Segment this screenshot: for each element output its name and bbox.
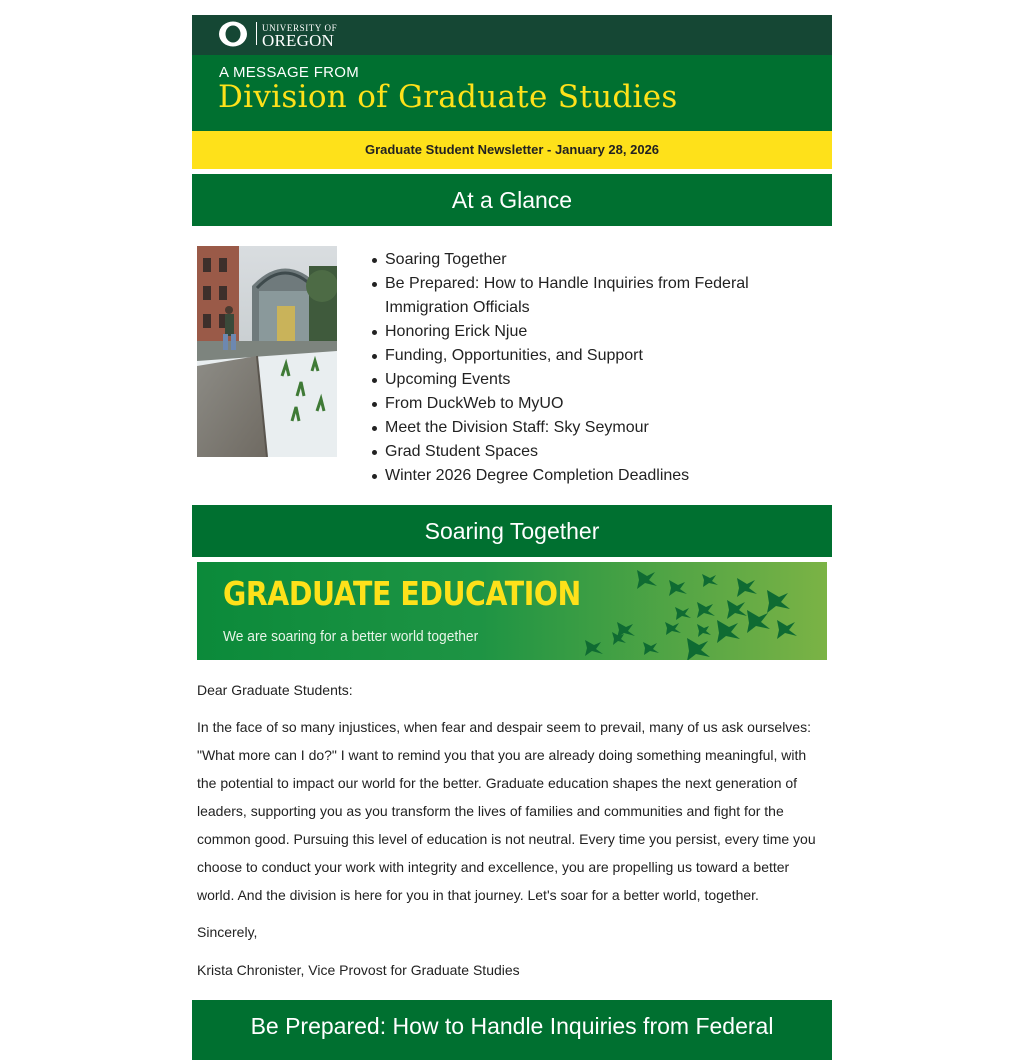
logo-oregon-text: OREGON	[262, 31, 335, 50]
toc-item[interactable]: Meet the Division Staff: Sky Seymour	[385, 416, 805, 440]
letter-signature: Krista Chronister, Vice Provost for Graduate Studies	[197, 962, 520, 978]
toc-item[interactable]: Soaring Together	[385, 248, 805, 272]
banner-subtitle: We are soaring for a better world together	[223, 628, 479, 645]
newsletter	[192, 15, 832, 1039]
letter-closing: Sincerely,	[197, 924, 258, 940]
division-title: Division of Graduate Studies	[218, 79, 678, 115]
flying-ducks-icon	[577, 562, 827, 660]
newsletter-dateline: Graduate Student Newsletter - January 28, 2026	[192, 131, 832, 169]
logo-bar	[192, 15, 832, 55]
letter-greeting: Dear Graduate Students:	[197, 682, 353, 698]
logo-divider	[256, 22, 257, 45]
uo-o-logo-icon[interactable]	[218, 21, 248, 47]
toc-item[interactable]: Funding, Opportunities, and Support	[385, 344, 805, 368]
at-a-glance-heading: At a Glance	[192, 174, 832, 226]
masthead	[192, 55, 832, 131]
graduate-education-banner	[197, 562, 827, 660]
campus-snow-photo	[197, 246, 337, 457]
be-prepared-heading: Be Prepared: How to Handle Inquiries from Federal	[192, 1000, 832, 1060]
banner-title: GRADUATE EDUCATION	[223, 574, 581, 613]
toc-item[interactable]: Upcoming Events	[385, 368, 805, 392]
toc-item[interactable]: From DuckWeb to MyUO	[385, 392, 805, 416]
toc-item[interactable]: Winter 2026 Degree Completion Deadlines	[385, 464, 805, 488]
toc-item[interactable]: Be Prepared: How to Handle Inquiries from Federal Immigration Officials	[385, 272, 805, 320]
table-of-contents	[385, 248, 805, 488]
toc-item[interactable]: Grad Student Spaces	[385, 440, 805, 464]
at-a-glance-section	[192, 226, 832, 505]
toc-item[interactable]: Honoring Erick Njue	[385, 320, 805, 344]
logo-university-text: UNIVERSITY OF	[262, 23, 338, 33]
soaring-together-heading: Soaring Together	[192, 505, 832, 557]
letter-body: In the face of so many injustices, when fear and despair seem to prevail, many of us ask ourselves: "What more can I do?" I want to remind you that you are already doing something meaningful, with the potential to impact our world for the better. Graduate education shapes the next generation of leaders, supporting you as you transform the lives of families and communities and fight for the common good. Pursuing this level of education is not neutral. Every time you persist, every time you choose to conduct your work with integrity and excellence, you are propelling us toward a better world. And the division is here for you in that journey. Let's soar for a better world, together.	[197, 719, 816, 903]
director-letter	[192, 681, 832, 979]
message-from-label: A MESSAGE FROM	[219, 64, 360, 81]
